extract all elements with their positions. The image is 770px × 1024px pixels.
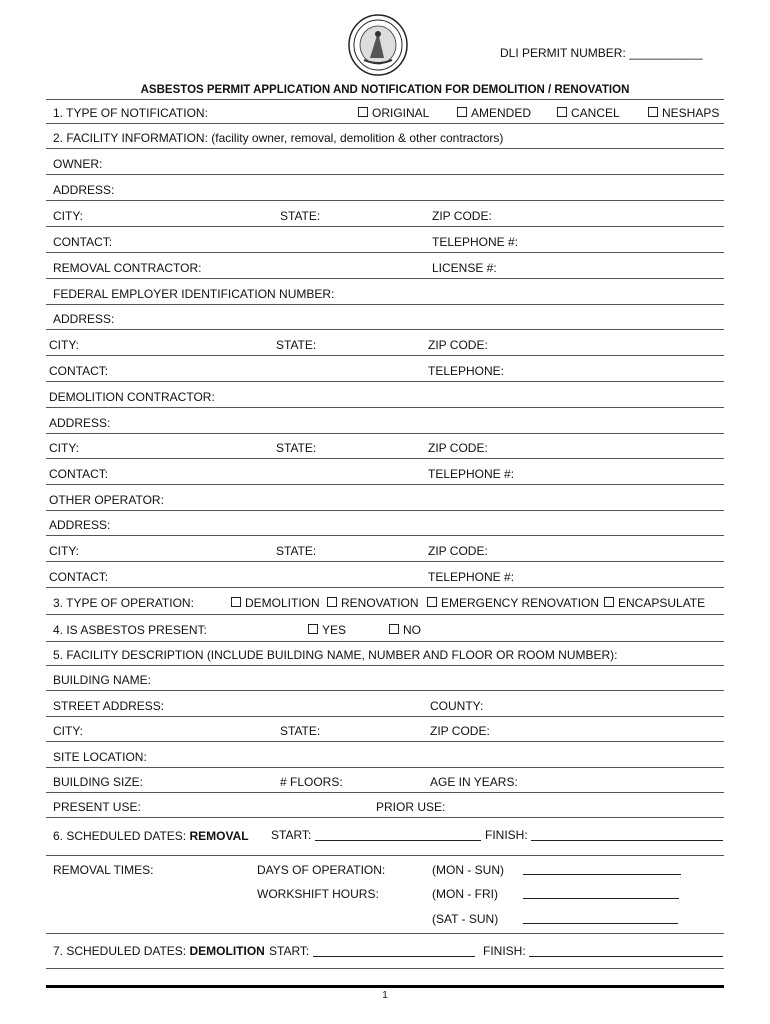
- removal-zip-label: ZIP CODE:: [428, 338, 488, 352]
- owner-zip-label: ZIP CODE:: [432, 209, 492, 223]
- workshift-hours-label: WORKSHIFT HOURS:: [257, 887, 379, 901]
- fein-label: FEDERAL EMPLOYER IDENTIFICATION NUMBER:: [53, 287, 335, 301]
- checkbox[interactable]: [557, 107, 567, 117]
- other-telephone-label: TELEPHONE #:: [428, 570, 515, 584]
- checkbox[interactable]: [231, 597, 241, 607]
- prior-use-label: PRIOR USE:: [376, 800, 446, 814]
- other-city-label: CITY:: [49, 544, 80, 558]
- building-name-label: BUILDING NAME:: [53, 673, 152, 687]
- sat-sun-field[interactable]: [523, 913, 678, 924]
- form-title: ASBESTOS PERMIT APPLICATION AND NOTIFICATION FOR DEMOLITION / RENOVATION: [140, 84, 630, 96]
- checkbox[interactable]: [327, 597, 337, 607]
- other-zip-label: ZIP CODE:: [428, 544, 488, 558]
- removal-start[interactable]: START:: [271, 828, 481, 842]
- removal-contact-label: CONTACT:: [49, 364, 109, 378]
- option-yes[interactable]: YES: [308, 623, 346, 637]
- asbestos-present-label: 4. IS ASBESTOS PRESENT:: [53, 623, 207, 637]
- demolition-state-label: STATE:: [276, 441, 317, 455]
- present-use-label: PRESENT USE:: [53, 800, 141, 814]
- option-original[interactable]: ORIGINAL: [358, 106, 429, 120]
- removal-address-label: ADDRESS:: [53, 312, 115, 326]
- checkbox[interactable]: [648, 107, 658, 117]
- other-contact-label: CONTACT:: [49, 570, 109, 584]
- owner-address-label: ADDRESS:: [53, 183, 115, 197]
- street-address-label: STREET ADDRESS:: [53, 699, 165, 713]
- state-seal-icon: [348, 14, 408, 76]
- permit-number-label: DLI PERMIT NUMBER: ___________: [500, 46, 703, 60]
- option-no[interactable]: NO: [389, 623, 421, 637]
- option-encapsulate[interactable]: ENCAPSULATE: [604, 596, 705, 610]
- days-of-operation-label: DAYS OF OPERATION:: [257, 863, 386, 877]
- site-zip-label: ZIP CODE:: [430, 724, 490, 738]
- option-renovation[interactable]: RENOVATION: [327, 596, 419, 610]
- option-emergency-renovation[interactable]: EMERGENCY RENOVATION: [427, 596, 599, 610]
- demolition-dates-label: 7. SCHEDULED DATES: DEMOLITION: [53, 944, 265, 958]
- county-label: COUNTY:: [430, 699, 484, 713]
- demolition-zip-label: ZIP CODE:: [428, 441, 488, 455]
- removal-city-label: CITY:: [49, 338, 80, 352]
- demolition-contact-label: CONTACT:: [49, 467, 109, 481]
- removal-dates-label: 6. SCHEDULED DATES: REMOVAL: [53, 829, 249, 843]
- other-address-label: ADDRESS:: [49, 518, 111, 532]
- removal-telephone-label: TELEPHONE:: [428, 364, 505, 378]
- checkbox[interactable]: [308, 624, 318, 634]
- owner-telephone-label: TELEPHONE #:: [432, 235, 519, 249]
- checkbox[interactable]: [358, 107, 368, 117]
- owner-label: OWNER:: [53, 157, 103, 171]
- building-size-label: BUILDING SIZE:: [53, 775, 144, 789]
- facility-heading: 2. FACILITY INFORMATION: (facility owner, removal, demolition & other contractors): [53, 131, 504, 145]
- age-label: AGE IN YEARS:: [430, 775, 518, 789]
- option-demolition[interactable]: DEMOLITION: [231, 596, 320, 610]
- site-state-label: STATE:: [280, 724, 321, 738]
- license-label: LICENSE #:: [432, 261, 497, 275]
- removal-finish[interactable]: FINISH:: [485, 828, 723, 842]
- site-location-label: SITE LOCATION:: [53, 750, 147, 764]
- option-amended[interactable]: AMENDED: [457, 106, 531, 120]
- notification-label: 1. TYPE OF NOTIFICATION:: [53, 106, 208, 120]
- checkbox[interactable]: [604, 597, 614, 607]
- facility-description-heading: 5. FACILITY DESCRIPTION (INCLUDE BUILDING NAME, NUMBER AND FLOOR OR ROOM NUMBER):: [53, 648, 618, 662]
- mon-fri-field[interactable]: [523, 888, 679, 899]
- removal-state-label: STATE:: [276, 338, 317, 352]
- other-state-label: STATE:: [276, 544, 317, 558]
- checkbox[interactable]: [427, 597, 437, 607]
- option-neshaps[interactable]: NESHAPS: [648, 106, 719, 120]
- removal-times-label: REMOVAL TIMES:: [53, 863, 154, 877]
- floors-label: # FLOORS:: [280, 775, 343, 789]
- checkbox[interactable]: [457, 107, 467, 117]
- page-number: 1: [382, 990, 388, 1001]
- mon-sun-field[interactable]: [523, 864, 681, 875]
- sat-sun-label: (SAT - SUN): [432, 912, 499, 926]
- removal-contractor-label: REMOVAL CONTRACTOR:: [53, 261, 202, 275]
- site-city-label: CITY:: [53, 724, 84, 738]
- other-operator-label: OTHER OPERATOR:: [49, 493, 164, 507]
- option-cancel[interactable]: CANCEL: [557, 106, 620, 120]
- demolition-finish[interactable]: FINISH:: [483, 944, 723, 958]
- owner-state-label: STATE:: [280, 209, 321, 223]
- checkbox[interactable]: [389, 624, 399, 634]
- mon-sun-label: (MON - SUN): [432, 863, 504, 877]
- owner-contact-label: CONTACT:: [53, 235, 113, 249]
- mon-fri-label: (MON - FRI): [432, 887, 498, 901]
- operation-label: 3. TYPE OF OPERATION:: [53, 596, 194, 610]
- owner-city-label: CITY:: [53, 209, 84, 223]
- demolition-city-label: CITY:: [49, 441, 80, 455]
- demolition-telephone-label: TELEPHONE #:: [428, 467, 515, 481]
- demolition-start[interactable]: START:: [269, 944, 475, 958]
- demolition-address-label: ADDRESS:: [49, 416, 111, 430]
- demolition-contractor-label: DEMOLITION CONTRACTOR:: [49, 390, 215, 404]
